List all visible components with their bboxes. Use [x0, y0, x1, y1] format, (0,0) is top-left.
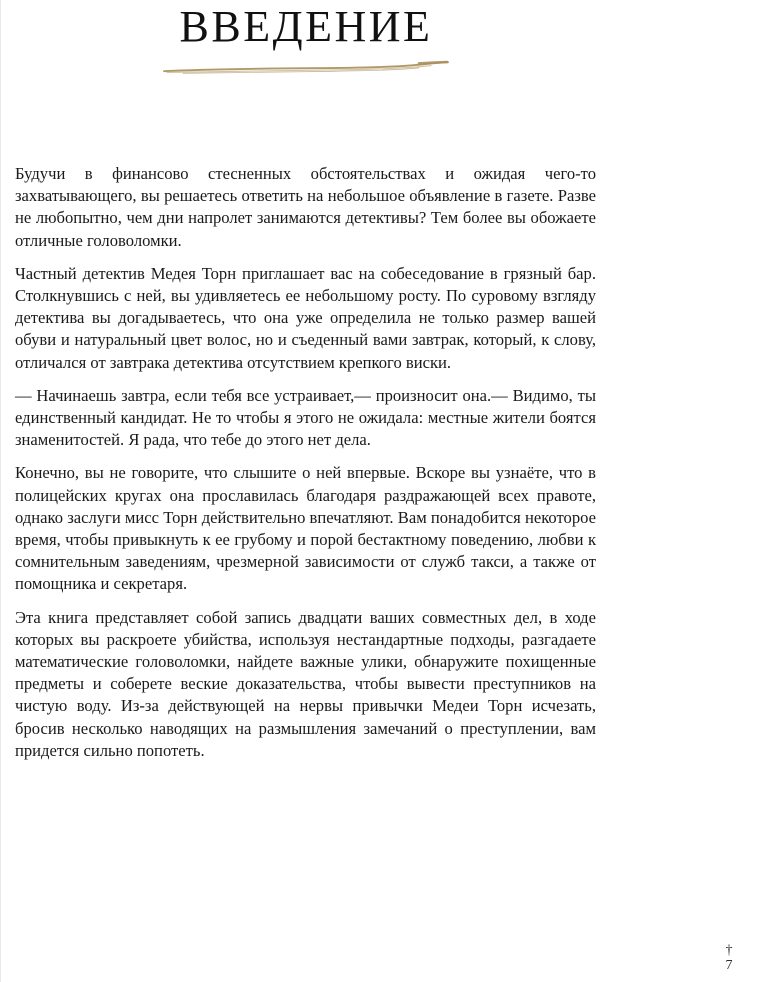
book-page [1, 0, 768, 982]
paragraph: Эта книга представляет собой запись двадцати ваших совместных дел, в ходе которых вы раскроете убийства, используя нестандартные подходы, разгадаете математические головоломки, найдете важные улики, обнаружите похищенные предметы и соберете веские доказательства, чтобы вывести преступников на чистую воду. Из-за действующей на нервы привычки Медеи Торн исчезать, бросив несколько наводящих на размышления замечаний о преступлении, вам придется сильно попотеть. [15, 607, 596, 760]
paragraph: Конечно, вы не говорите, что слышите о ней впервые. Вскоре вы узнаёте, что в полицейских кругах она прославилась благодаря раздражающей всех правоте, однако заслуги мисс Торн действительно впечатляют. Вам понадобится некоторое время, чтобы привыкнуть к ее грубому и порой бестактному поведению, любви к сомнительным заведениям, чрезмерной зависимости от служб такси, а также от помощника и секретаря. [15, 463, 596, 594]
page-number: 7 [725, 958, 733, 973]
hand-drawn-rule-icon [161, 60, 451, 78]
dagger-icon: † [725, 943, 733, 958]
body-text [15, 163, 596, 762]
paragraph: Частный детектив Медея Торн приглашает вас на собеседование в грязный бар. Столкнувшись с ней, вы удивляетесь ее небольшому росту. По суровому взгляду детектива вы догадываетесь, что она уже определила не только размер вашей обуви и натуральный цвет волос, но и съеденный вами завтрак, который, к слову, отличался от завтрака детектива отсутствием крепкого виски. [15, 263, 596, 372]
page-title: ВВЕДЕНИЕ [179, 2, 433, 51]
chapter-header [1, 4, 611, 78]
page-footer [717, 943, 741, 974]
paragraph-dialogue: — Начинаешь завтра, если тебя все устраивает,— произносит она.— Видимо, ты единственный кандидат. Не то чтобы я этого не ожидала: местные жители боятся знаменитостей. Я рада, что тебе до этого нет дела. [15, 385, 596, 450]
paragraph: Будучи в финансово стесненных обстоятельствах и ожидая чего-то захватывающего, вы решаетесь ответить на небольшое объявление в газете. Разве не любопытно, чем дни напролет занимаются детективы? Тем более вы обожаете отличные головоломки. [15, 164, 596, 250]
